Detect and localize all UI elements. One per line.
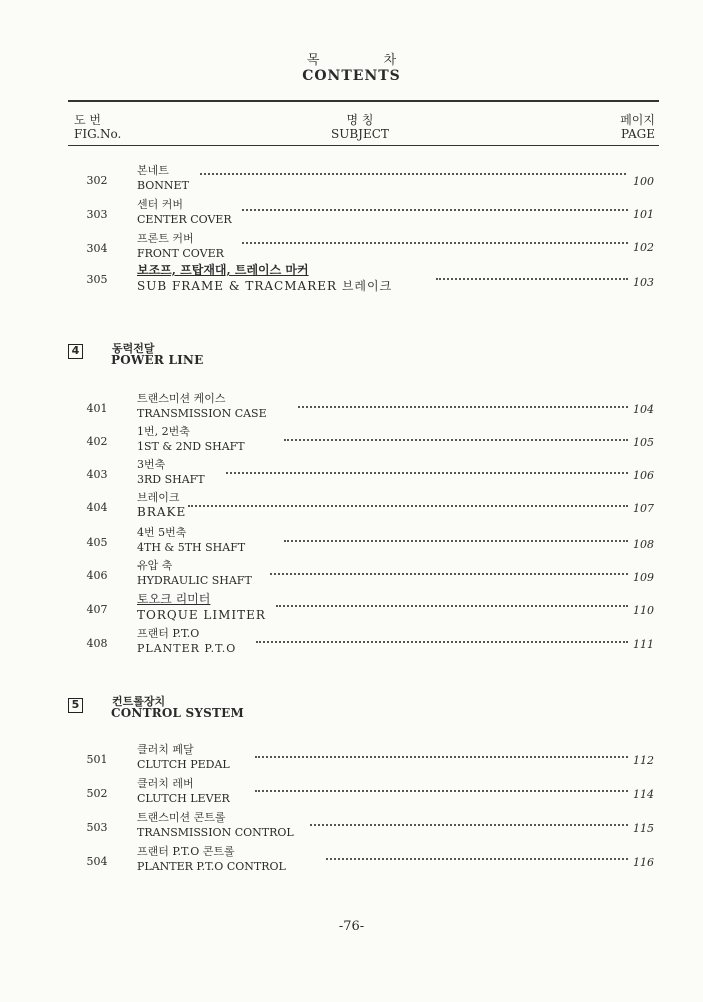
fig-number: 501: [86, 753, 108, 766]
subject-english: BRAKE: [137, 505, 187, 519]
subject-korean: 프랜터 P.T.O: [137, 627, 200, 640]
title-korean: 목 차: [306, 53, 427, 68]
fig-number: 401: [86, 402, 108, 415]
subject-korean: 트랜스미션 케이스: [137, 392, 226, 405]
toc-entry: [0, 593, 703, 625]
toc-entry: [0, 458, 703, 490]
fig-number: 303: [86, 208, 108, 221]
title-english: CONTENTS: [302, 68, 401, 84]
subject-english: TORQUE LIMITER: [137, 608, 266, 622]
header-page-column: [620, 113, 655, 141]
dot-leader: [284, 540, 628, 542]
toc-entry: [0, 627, 703, 659]
toc-entry: [0, 743, 703, 775]
fig-number: 402: [86, 435, 108, 448]
subject-english: CENTER COVER: [137, 213, 232, 226]
toc-entry: [0, 164, 703, 196]
fig-number: 502: [86, 787, 108, 800]
page-number: 110: [633, 604, 654, 617]
section-title-english: CONTROL SYSTEM: [111, 706, 245, 720]
page-number: 103: [633, 276, 654, 289]
page-number: 109: [633, 571, 654, 584]
subject-english: HYDRAULIC SHAFT: [137, 574, 252, 587]
page-footer-number: -76-: [338, 919, 365, 934]
subject-korean: 토오크 리미터: [137, 592, 211, 606]
subject-korean: 4번 5번축: [137, 526, 187, 539]
subject-english: PLANTER P.T.O: [137, 642, 237, 655]
section-title-korean: 동력전달: [112, 342, 155, 355]
subject-korean: 본네트: [137, 164, 169, 177]
dot-leader: [242, 242, 628, 244]
page-number: 100: [633, 175, 654, 188]
toc-entry: [0, 526, 703, 558]
section-number-box: 5: [68, 698, 83, 713]
header-subject-column: [0, 113, 703, 141]
page-number: 108: [633, 538, 654, 551]
page-number: 111: [633, 638, 654, 651]
page-number: 102: [633, 241, 654, 254]
page-number: 115: [633, 822, 654, 835]
page-number: 112: [633, 754, 654, 767]
dot-leader: [255, 756, 628, 758]
fig-number: 405: [86, 536, 108, 549]
subject-english: FRONT COVER: [137, 247, 224, 260]
page-number: 114: [633, 788, 654, 801]
section-title-english: POWER LINE: [111, 353, 204, 367]
toc-entry: [0, 491, 703, 523]
toc-entry: [0, 811, 703, 843]
dot-leader: [436, 278, 628, 280]
header-page-ko: 페이지: [620, 113, 655, 127]
subject-english: CLUTCH LEVER: [137, 792, 230, 805]
page-number: 107: [633, 502, 654, 515]
subject-english: TRANSMISSION CASE: [137, 407, 267, 420]
subject-english: BONNET: [137, 179, 189, 192]
subject-korean: 센터 커버: [137, 198, 184, 211]
toc-entry: [0, 232, 703, 264]
fig-number: 305: [86, 273, 108, 286]
header-subject-ko: 명 칭: [346, 113, 374, 127]
toc-entry: [0, 392, 703, 424]
section-title-korean: 컨트롤장치: [112, 695, 166, 708]
fig-number: 504: [86, 855, 108, 868]
page-number: 116: [633, 856, 654, 869]
fig-number: 503: [86, 821, 108, 834]
fig-number: 403: [86, 468, 108, 481]
header-fig-en: FIG.No.: [74, 127, 122, 141]
fig-number: 404: [86, 501, 108, 514]
subject-english: TRANSMISSION CONTROL: [137, 826, 294, 839]
subject-korean: 프론트 커버: [137, 232, 194, 245]
section-number-box: 4: [68, 344, 83, 359]
subject-english: CLUTCH PEDAL: [137, 758, 230, 771]
subject-korean: 클러치 페달: [137, 743, 194, 756]
subject-english: 3RD SHAFT: [137, 473, 205, 486]
dot-leader: [276, 605, 628, 607]
header-subject-en: SUBJECT: [331, 127, 389, 141]
subject-english: 4TH & 5TH SHAFT: [137, 541, 246, 554]
toc-entry: [0, 264, 703, 296]
dot-leader: [226, 472, 628, 474]
subject-korean: 브레이크: [137, 491, 180, 504]
dot-leader: [200, 173, 626, 175]
subject-korean: 프랜터 P.T.O 콘트롤: [137, 845, 235, 858]
page-number: 101: [633, 208, 654, 221]
page-number: 106: [633, 469, 654, 482]
subject-english: PLANTER P.T.O CONTROL: [137, 860, 286, 873]
dot-leader: [326, 858, 628, 860]
dot-leader: [284, 439, 628, 441]
subject-korean: 클러치 레버: [137, 777, 194, 790]
subject-english: SUB FRAME & TRACMARER 브레이크: [137, 279, 393, 293]
header-top-rule: [68, 100, 659, 102]
page-number: 104: [633, 403, 654, 416]
toc-entry: [0, 559, 703, 591]
subject-korean: 트랜스미션 콘트롤: [137, 811, 226, 824]
dot-leader: [188, 505, 628, 507]
dot-leader: [310, 824, 628, 826]
dot-leader: [298, 406, 628, 408]
dot-leader: [270, 573, 628, 575]
fig-number: 408: [86, 637, 108, 650]
fig-number: 407: [86, 603, 108, 616]
header-fig-ko: 도 번: [74, 113, 101, 127]
subject-korean: 3번축: [137, 458, 166, 471]
fig-number: 302: [86, 174, 108, 187]
toc-entry: [0, 198, 703, 230]
page-number: 105: [633, 436, 654, 449]
toc-entry: [0, 845, 703, 877]
dot-leader: [255, 790, 628, 792]
fig-number: 406: [86, 569, 108, 582]
subject-korean: 1번, 2번축: [137, 425, 190, 438]
dot-leader: [242, 209, 628, 211]
toc-entry: [0, 777, 703, 809]
header-bottom-rule: [68, 145, 659, 146]
subject-korean: 보조프, 프탑재대, 트레이스 마커: [137, 263, 309, 277]
dot-leader: [256, 641, 628, 643]
header-page-en: PAGE: [621, 127, 655, 141]
fig-number: 304: [86, 242, 108, 255]
toc-entry: [0, 425, 703, 457]
subject-korean: 유압 축: [137, 559, 173, 572]
subject-english: 1ST & 2ND SHAFT: [137, 440, 245, 453]
